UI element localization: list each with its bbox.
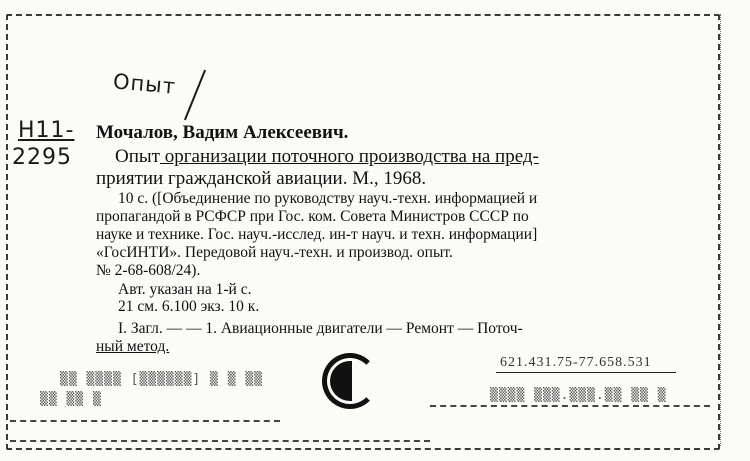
note-line: 10 с. ([Объединение по руководству науч.-техн. информацией и — [118, 190, 538, 207]
faded-rule — [430, 405, 710, 407]
handwritten-code-bottom: 2295 — [12, 145, 72, 170]
udc-code: 621.431.75-77.658.531 — [500, 355, 652, 370]
title-first-word: Опыт — [115, 146, 160, 167]
title-line-1 — [115, 146, 539, 168]
title-line-2: приятии гражданской авиации. М., 1968. — [96, 168, 427, 189]
title-rest: организации поточного производства на пред- — [159, 146, 539, 167]
faded-rule — [10, 420, 280, 422]
faded-print: ▒▒▒▒ ▒▒▒.▒▒▒.▒▒ ▒▒ ▒ — [490, 388, 667, 403]
note-line: ный метод. — [96, 338, 170, 355]
note-line: I. Загл. — — 1. Авиационные двигатели — Ремонт — Поточ- — [118, 320, 523, 337]
note-line: пропагандой в РСФСР при Гос. ком. Совета Министров СССР по — [96, 208, 529, 225]
card-edge — [720, 14, 745, 446]
note-line: № 2-68-608/24). — [96, 262, 201, 279]
faded-rule — [10, 440, 430, 442]
handwritten-code-top: Н11- — [18, 118, 75, 143]
udc-underline — [496, 372, 676, 373]
note-line: «ГосИНТИ». Передовой науч.-техн. и производ. опыт. — [96, 244, 453, 261]
note-line: науке и технике. Гос. науч.-исслед. ин-т науч. и техн. информации] — [96, 226, 538, 243]
author: Мочалов, Вадим Алексеевич. — [96, 122, 349, 143]
note-line: 21 см. 6.100 экз. 10 к. — [118, 298, 260, 315]
faded-print: ▒▒ ▒▒ ▒ — [40, 392, 102, 407]
faded-print: ▒▒ ▒▒▒▒ [▒▒▒▒▒▒] ▒ ▒ ▒▒ — [60, 372, 264, 387]
handwritten-subject: Опыт — [112, 69, 178, 99]
note-line: Авт. указан на 1-й с. — [118, 281, 252, 298]
